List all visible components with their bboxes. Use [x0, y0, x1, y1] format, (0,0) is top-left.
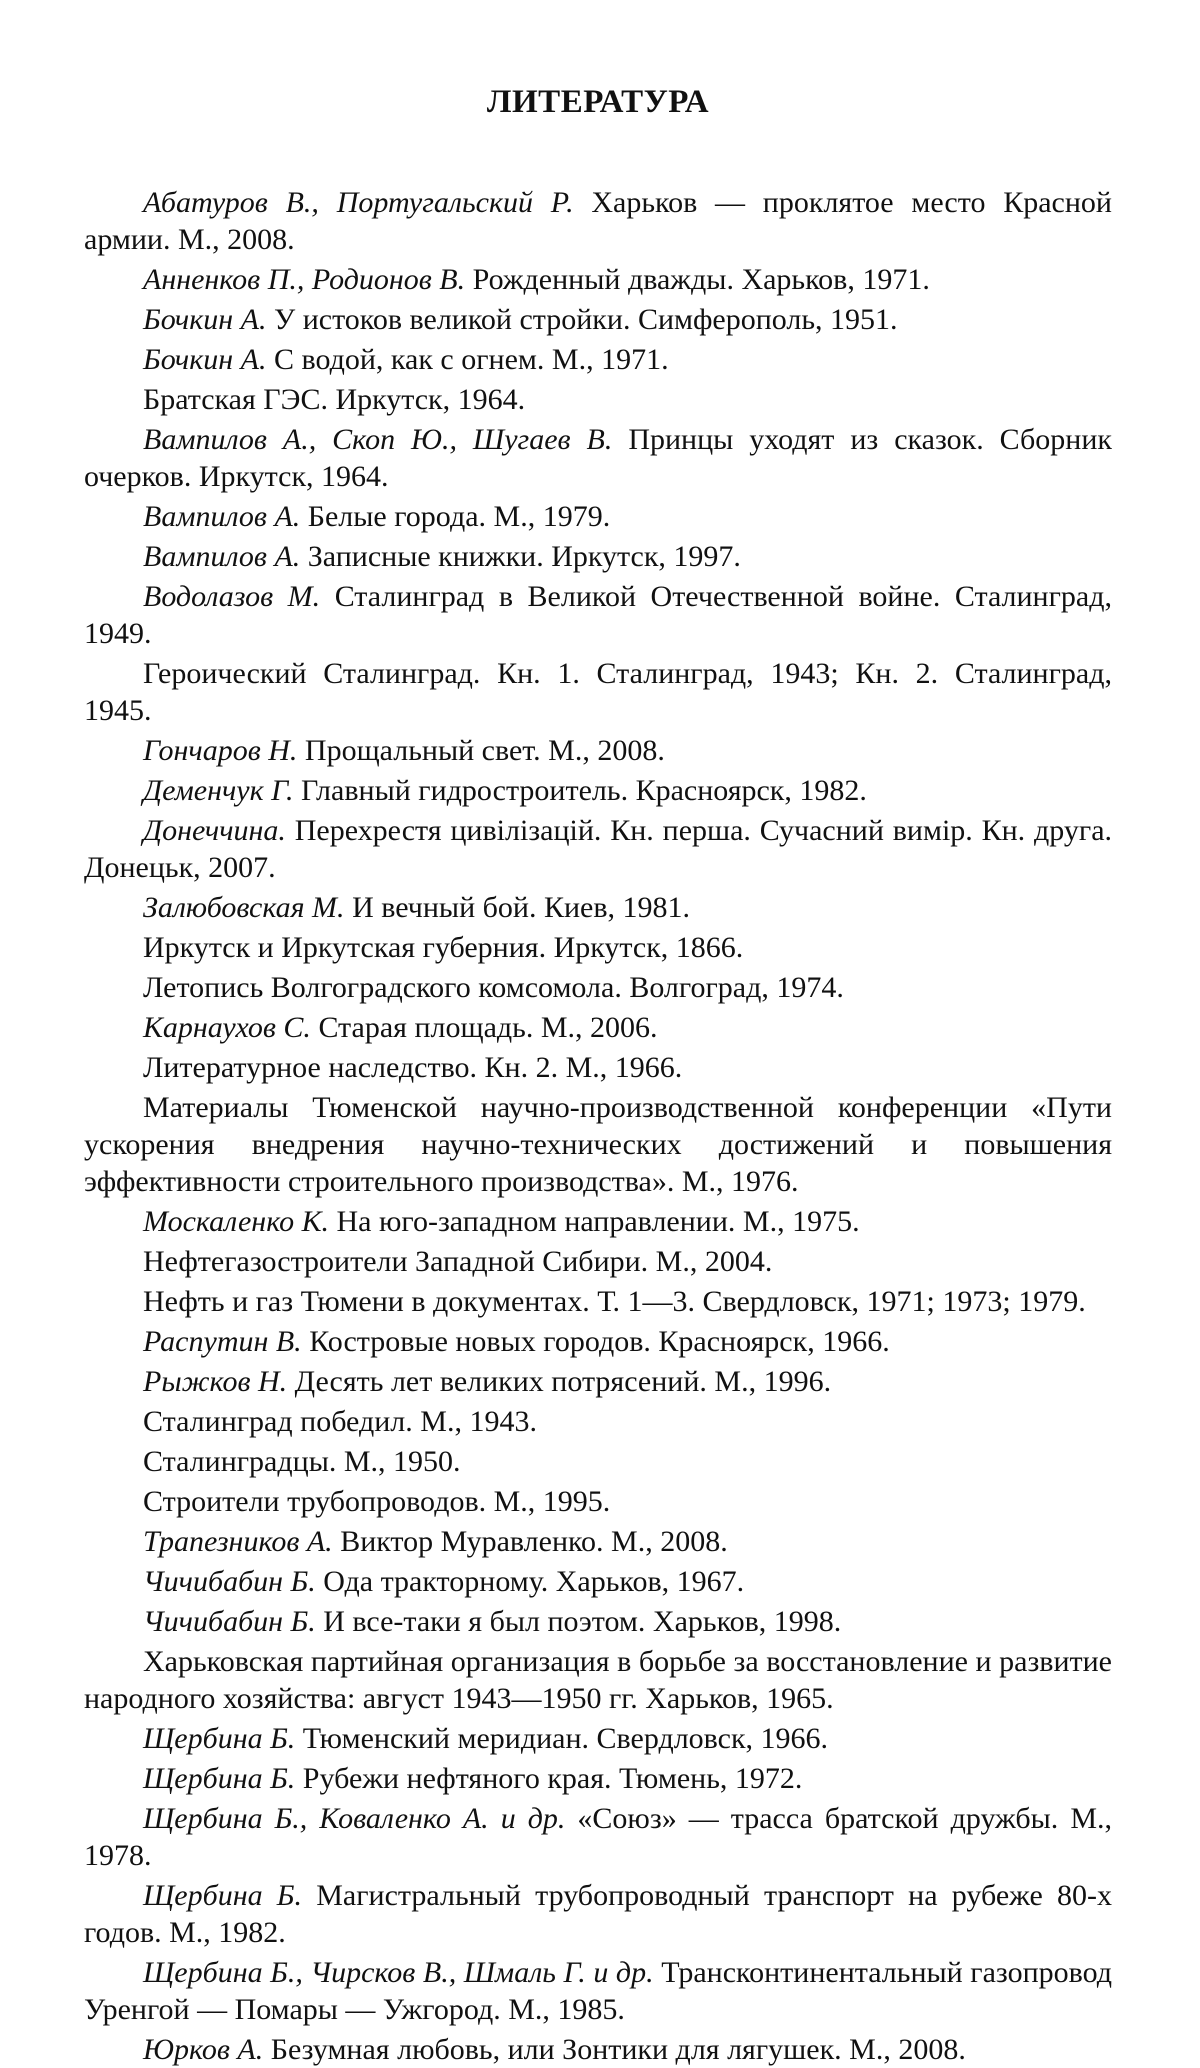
- entry-text: Главный гидростроитель. Красноярск, 1982.: [301, 774, 867, 807]
- entry-author: Водолазов М.: [143, 580, 320, 613]
- entry-author: Щербина Б.: [143, 1762, 295, 1795]
- entry-author: Щербина Б., Коваленко А. и др.: [143, 1802, 565, 1835]
- entry-text: Сталинград в Великой Отечественной войне. Сталин­град, 1949.: [84, 580, 1112, 650]
- bibliography-entry: [84, 772, 1112, 809]
- bibliography-entry: [84, 498, 1112, 535]
- entry-text: Братская ГЭС. Иркутск, 1964.: [143, 383, 525, 416]
- entry-author: Щербина Б., Чирсков В., Шмаль Г. и др.: [143, 1956, 654, 1989]
- entry-text: Записные книжки. Иркутск, 1997.: [308, 540, 741, 573]
- bibliography-entry: [84, 1954, 1112, 2028]
- bibliography-entry: [84, 889, 1112, 926]
- bibliography-entry: [84, 1523, 1112, 1560]
- entry-text: Сталинград победил. М., 1943.: [143, 1405, 537, 1438]
- entry-text: Ода тракторному. Харьков, 1967.: [323, 1565, 744, 1598]
- bibliography-entry: [84, 1877, 1112, 1951]
- entry-text: И все-таки я был поэтом. Харьков, 1998.: [323, 1605, 841, 1638]
- entry-author: Абатуров В., Португальский Р.: [143, 186, 574, 219]
- bibliography-entry: [84, 1720, 1112, 1757]
- bibliography-entry: [84, 341, 1112, 378]
- entry-text: Нефть и газ Тюмени в документах. Т. 1—3. Свердловск, 1971; 1973; 1979.: [143, 1285, 1086, 1318]
- entry-text: Безумная любовь, или Зонтики для лягушек. М., 2008.: [271, 2033, 966, 2066]
- entry-author: Москаленко К.: [143, 1205, 329, 1238]
- entry-text: Виктор Муравленко. М., 2008.: [340, 1525, 728, 1558]
- entry-text: Тюменский меридиан. Свердловск, 1966.: [303, 1722, 828, 1755]
- entry-text: На юго-западном направлении. М., 1975.: [337, 1205, 860, 1238]
- bibliography-entry: [84, 1363, 1112, 1400]
- entry-author: Вампилов А.: [143, 540, 300, 573]
- bibliography-entry: [84, 1603, 1112, 1640]
- bibliography-entry: [84, 1483, 1112, 1520]
- bibliography-entry: [84, 732, 1112, 769]
- entry-author: Трапезников А.: [143, 1525, 333, 1558]
- entry-text: Магистральный трубопроводный транспорт на рубеже 80-х годов. М., 1982.: [84, 1879, 1112, 1949]
- bibliography-entry: [84, 1760, 1112, 1797]
- entry-author: Распутин В.: [143, 1325, 302, 1358]
- entry-text: Харьковская партийная организация в борьбе за восстановление и развитие народного хозяйства: август 1943—1950 гг. Харьков, 1965.: [84, 1645, 1112, 1715]
- book-page: [0, 0, 1200, 1965]
- entry-text: Материалы Тюменской научно-производственной конференции «Пу­ти ускорения внедрения научно-технических достижений и повышения эффективности строительного производства». М., 1976.: [84, 1091, 1112, 1198]
- entry-text: Строители трубопроводов. М., 1995.: [143, 1485, 610, 1518]
- entry-text: Харьков — проклятое место Красной армии. М., 2008.: [84, 186, 1112, 256]
- bibliography-entry: [84, 538, 1112, 575]
- entry-author: Донеччина.: [143, 814, 286, 847]
- entry-author: Вампилов А., Скоп Ю., Шугаев В.: [143, 423, 612, 456]
- page-title: ЛИТЕРАТУРА: [84, 82, 1112, 122]
- bibliography-list: [84, 184, 1112, 2068]
- bibliography-entry: [84, 1203, 1112, 1240]
- bibliography-entry: [84, 969, 1112, 1006]
- entry-text: Трансконтинентальный газо­провод Уренгой — Помары — Ужгород. М., 1985.: [84, 1956, 1112, 2026]
- entry-text: Рожденный дважды. Харьков, 1971.: [473, 263, 930, 296]
- entry-text: Рубежи нефтяного края. Тюмень, 1972.: [303, 1762, 803, 1795]
- entry-text: И вечный бой. Киев, 1981.: [352, 891, 690, 924]
- bibliography-entry: [84, 1403, 1112, 1440]
- entry-text: Белые города. М., 1979.: [308, 500, 610, 533]
- bibliography-entry: [84, 381, 1112, 418]
- bibliography-entry: [84, 578, 1112, 652]
- entry-text: Костровые новых городов. Красноярск, 1966.: [309, 1325, 890, 1358]
- entry-author: Вампилов А.: [143, 500, 300, 533]
- bibliography-entry: [84, 1049, 1112, 1086]
- bibliography-entry: [84, 655, 1112, 729]
- entry-author: Деменчук Г.: [143, 774, 293, 807]
- entry-author: Юрков А.: [143, 2033, 263, 2066]
- entry-text: Нефтегазостроители Западной Сибири. М., 2004.: [143, 1245, 772, 1278]
- bibliography-entry: [84, 301, 1112, 338]
- bibliography-entry: [84, 184, 1112, 258]
- bibliography-entry: [84, 1443, 1112, 1480]
- entry-author: Бочкин А.: [143, 303, 266, 336]
- bibliography-entry: [84, 421, 1112, 495]
- entry-author: Анненков П., Родионов В.: [143, 263, 465, 296]
- entry-author: Карнаухов С.: [143, 1011, 311, 1044]
- entry-text: Десять лет великих потрясений. М., 1996.: [295, 1365, 831, 1398]
- bibliography-entry: [84, 1283, 1112, 1320]
- entry-author: Бочкин А.: [143, 343, 266, 376]
- entry-text: Летопись Волгоградского комсомола. Волгоград, 1974.: [143, 971, 844, 1004]
- entry-text: Героический Сталинград. Кн. 1. Сталинград, 1943; Кн. 2. Сталинград, 1945.: [84, 657, 1112, 727]
- bibliography-entry: [84, 1323, 1112, 1360]
- entry-author: Рыжков Н.: [143, 1365, 287, 1398]
- bibliography-entry: [84, 1643, 1112, 1717]
- entry-text: Принцы уходят из сказок. Сборник очерков. Иркутск, 1964.: [84, 423, 1112, 493]
- bibliography-entry: [84, 1800, 1112, 1874]
- entry-author: Гончаров Н.: [143, 734, 297, 767]
- bibliography-entry: [84, 1089, 1112, 1200]
- bibliography-entry: [84, 1009, 1112, 1046]
- bibliography-entry: [84, 1563, 1112, 1600]
- entry-text: Прощальный свет. М., 2008.: [305, 734, 665, 767]
- bibliography-entry: [84, 812, 1112, 886]
- entry-text: Иркутск и Иркутская губерния. Иркутск, 1866.: [143, 931, 743, 964]
- bibliography-entry: [84, 929, 1112, 966]
- bibliography-entry: [84, 261, 1112, 298]
- bibliography-entry: [84, 1243, 1112, 1280]
- entry-author: Чичибабин Б.: [143, 1565, 316, 1598]
- entry-text: Старая площадь. М., 2006.: [318, 1011, 657, 1044]
- entry-text: Литературное наследство. Кн. 2. М., 1966.: [143, 1051, 682, 1084]
- entry-author: Залюбовская М.: [143, 891, 345, 924]
- entry-author: Щербина Б.: [143, 1722, 295, 1755]
- entry-text: У истоков великой стройки. Симферополь, 1951.: [274, 303, 898, 336]
- entry-author: Щербина Б.: [143, 1879, 302, 1912]
- entry-text: Сталинградцы. М., 1950.: [143, 1445, 461, 1478]
- entry-text: Перехрестя цивілізацій. Кн. перша. Сучасний вимір. Кн. друга. Донецьк, 2007.: [84, 814, 1112, 884]
- entry-text: С водой, как с огнем. М., 1971.: [274, 343, 669, 376]
- entry-text: «Союз» — трасса братской дружбы. М., 1978.: [84, 1802, 1112, 1872]
- entry-author: Чичибабин Б.: [143, 1605, 316, 1638]
- bibliography-entry: [84, 2031, 1112, 2068]
